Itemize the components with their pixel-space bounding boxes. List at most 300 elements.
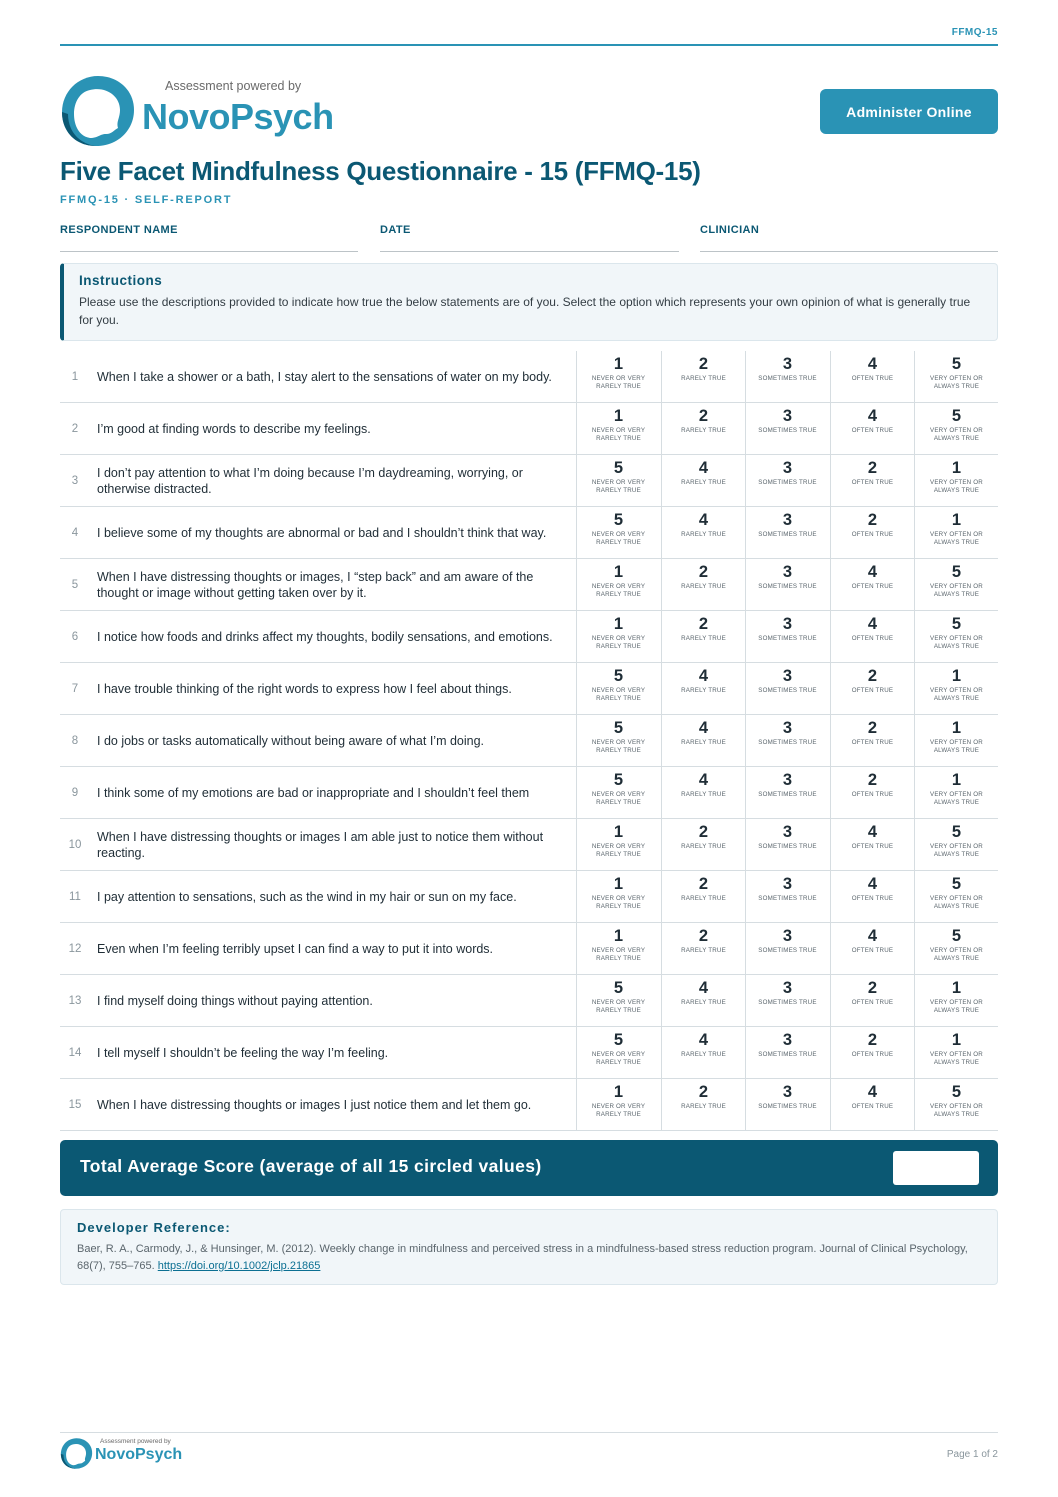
item-number: 8 [71,734,79,747]
option-value: 1 [951,771,962,789]
response-option[interactable] [830,715,914,766]
option-value: 3 [782,875,793,893]
footer-logo [60,1437,190,1471]
option-value: 5 [951,563,962,581]
option-value: 2 [698,407,709,425]
item-statement: I don’t pay attention to what I’m doing because I’m daydreaming, worrying, or otherwise distracted. [97,465,523,496]
item-row [60,819,998,871]
response-option[interactable] [576,663,660,714]
option-value: 2 [698,563,709,581]
option-value: 2 [867,719,878,737]
item-statement: When I have distressing thoughts or images I just notice them and let them go. [97,1097,532,1112]
total-score-label: Total Average Score (average of all 15 circled values) [80,1156,542,1176]
item-statement: When I have distressing thoughts or images, I “step back” and am aware of the thought or image without getting taken over by it. [97,569,534,600]
option-value: 5 [951,823,962,841]
item-number: 10 [68,838,82,851]
option-label: VERY OFTEN OR ALWAYS TRUE [930,479,983,494]
option-label: OFTEN TRUE [851,687,894,694]
option-label: NEVER OR VERY RARELY TRUE [591,947,646,962]
option-value: 4 [698,979,709,997]
item-row [60,767,998,819]
item-statement: I notice how foods and drinks affect my thoughts, bodily sensations, and emotions. [97,629,553,644]
response-option[interactable] [576,1079,660,1130]
response-option[interactable] [914,923,998,974]
option-value: 2 [867,667,878,685]
response-option[interactable] [914,663,998,714]
item-statement: I find myself doing things without paying attention. [97,993,373,1008]
clinician-label: CLINICIAN [700,224,760,236]
option-label: SOMETIMES TRUE [758,843,817,850]
option-label: RARELY TRUE [681,583,726,590]
option-label: SOMETIMES TRUE [758,531,817,538]
option-label: SOMETIMES TRUE [758,687,817,694]
item-statement: When I take a shower or a bath, I stay alert to the sensations of water on my body. [97,369,552,384]
option-label: SOMETIMES TRUE [758,791,817,798]
item-row [60,455,998,507]
response-option[interactable] [914,871,998,922]
administer-online-button[interactable]: Administer Online [820,89,998,134]
option-value: 3 [782,771,793,789]
option-value: 2 [698,615,709,633]
option-label: NEVER OR VERY RARELY TRUE [591,1103,646,1118]
option-label: SOMETIMES TRUE [758,375,817,382]
response-option[interactable] [576,611,660,662]
item-number: 2 [71,422,79,435]
response-option[interactable] [576,507,660,558]
option-label: VERY OFTEN OR ALWAYS TRUE [930,375,983,390]
response-option[interactable] [576,975,660,1026]
option-value: 1 [613,1083,624,1101]
developer-reference-heading: Developer Reference: [77,1220,231,1235]
clinician-field[interactable] [700,220,998,252]
logo-tagline: Assessment powered by [165,79,302,93]
option-value: 1 [951,511,962,529]
option-value: 5 [951,407,962,425]
head-silhouette-icon [60,1437,93,1470]
item-statement: I pay attention to sensations, such as the wind in my hair or sun on my face. [97,889,517,904]
option-value: 5 [613,459,624,477]
option-label: NEVER OR VERY RARELY TRUE [591,1051,646,1066]
option-label: OFTEN TRUE [851,583,894,590]
item-number: 7 [71,682,79,695]
response-option[interactable] [914,559,998,610]
option-value: 2 [698,355,709,373]
option-label: SOMETIMES TRUE [758,739,817,746]
response-option[interactable] [830,403,914,454]
item-row [60,1079,998,1131]
option-label: RARELY TRUE [681,1051,726,1058]
option-label: NEVER OR VERY RARELY TRUE [591,739,646,754]
option-label: RARELY TRUE [681,375,726,382]
item-row [60,507,998,559]
item-row [60,663,998,715]
response-option[interactable] [576,559,660,610]
option-value: 3 [782,615,793,633]
option-label: SOMETIMES TRUE [758,427,817,434]
response-option[interactable] [745,819,829,870]
item-row [60,559,998,611]
page-number: Page 1 of 2 [946,1449,998,1460]
option-label: RARELY TRUE [681,427,726,434]
option-label: NEVER OR VERY RARELY TRUE [591,687,646,702]
response-option[interactable] [745,611,829,662]
head-silhouette-icon [60,74,136,148]
footer-logo-brand: NovoPsych [95,1446,183,1463]
response-option[interactable] [745,1079,829,1130]
date-field[interactable] [380,220,679,252]
response-option[interactable] [661,663,745,714]
option-value: 4 [867,927,878,945]
item-number: 6 [71,630,79,643]
respondent-name-field[interactable] [60,220,358,252]
option-label: NEVER OR VERY RARELY TRUE [591,531,646,546]
response-option[interactable] [661,559,745,610]
option-value: 3 [782,823,793,841]
response-option[interactable] [661,975,745,1026]
item-row [60,975,998,1027]
option-label: VERY OFTEN OR ALWAYS TRUE [930,843,983,858]
option-value: 3 [782,459,793,477]
response-option[interactable] [745,455,829,506]
novopsych-logo [60,74,350,150]
option-value: 1 [951,1031,962,1049]
item-number: 13 [68,994,82,1007]
item-number: 12 [68,942,82,955]
option-label: SOMETIMES TRUE [758,479,817,486]
item-statement: I’m good at finding words to describe my feelings. [97,421,371,436]
response-option[interactable] [914,507,998,558]
option-value: 1 [613,355,624,373]
option-label: NEVER OR VERY RARELY TRUE [591,583,646,598]
logo-brand: NovoPsych [142,96,334,137]
response-option[interactable] [661,923,745,974]
item-number: 4 [71,526,79,539]
response-option[interactable] [576,819,660,870]
option-value: 2 [867,511,878,529]
response-option[interactable] [830,611,914,662]
instructions-heading: Instructions [79,273,163,288]
item-row [60,611,998,663]
option-label: OFTEN TRUE [851,843,894,850]
option-value: 4 [698,667,709,685]
option-label: SOMETIMES TRUE [758,635,817,642]
response-option[interactable] [914,819,998,870]
item-statement: When I have distressing thoughts or images I am able just to notice them without reacting. [97,829,544,860]
option-value: 4 [698,771,709,789]
option-label: RARELY TRUE [681,791,726,798]
doi-link[interactable]: https://doi.org/10.1002/jclp.21865 [157,1260,321,1272]
response-option[interactable] [830,507,914,558]
option-value: 5 [951,615,962,633]
option-value: 5 [951,1083,962,1101]
response-option[interactable] [661,455,745,506]
response-option[interactable] [745,767,829,818]
response-option[interactable] [830,923,914,974]
option-label: RARELY TRUE [681,895,726,902]
total-score-input[interactable] [893,1151,979,1185]
response-option[interactable] [830,1027,914,1078]
option-label: OFTEN TRUE [851,1051,894,1058]
option-label: VERY OFTEN OR ALWAYS TRUE [930,999,983,1014]
option-value: 3 [782,1083,793,1101]
item-row [60,923,998,975]
option-value: 1 [951,667,962,685]
option-label: VERY OFTEN OR ALWAYS TRUE [930,947,983,962]
response-option[interactable] [661,1027,745,1078]
option-value: 2 [698,875,709,893]
option-label: OFTEN TRUE [851,427,894,434]
option-value: 2 [867,1031,878,1049]
option-label: OFTEN TRUE [851,791,894,798]
option-value: 1 [951,719,962,737]
response-option[interactable] [914,1027,998,1078]
citation-text: Baer, R. A., Carmody, J., & Hunsinger, M. (2012). Weekly change in mindfulness and perceived stress in a mindfulness-based stress reduction program. Journal of Clinical Psychology, 68(7), 755–765. [77,1243,968,1272]
option-value: 5 [951,355,962,373]
item-row [60,403,998,455]
item-number: 14 [68,1046,82,1059]
option-label: OFTEN TRUE [851,1103,894,1110]
response-option[interactable] [576,715,660,766]
option-value: 3 [782,927,793,945]
response-option[interactable] [661,1079,745,1130]
option-value: 3 [782,1031,793,1049]
option-value: 2 [698,927,709,945]
developer-reference-panel [60,1209,998,1285]
response-option[interactable] [661,819,745,870]
response-option[interactable] [914,351,998,402]
response-option[interactable] [745,715,829,766]
response-option[interactable] [745,559,829,610]
top-divider [60,44,998,46]
option-value: 1 [613,875,624,893]
footer-divider [60,1432,998,1433]
response-option[interactable] [745,507,829,558]
total-score-bar [60,1140,998,1196]
response-option[interactable] [830,871,914,922]
option-value: 4 [698,459,709,477]
option-label: VERY OFTEN OR ALWAYS TRUE [930,531,983,546]
option-value: 5 [951,927,962,945]
item-row [60,351,998,403]
item-row [60,1027,998,1079]
response-option[interactable] [830,455,914,506]
option-value: 3 [782,667,793,685]
response-option[interactable] [830,975,914,1026]
option-label: RARELY TRUE [681,843,726,850]
item-number: 3 [71,474,79,487]
response-option[interactable] [914,715,998,766]
response-option[interactable] [914,1079,998,1130]
response-option[interactable] [745,403,829,454]
option-value: 4 [698,511,709,529]
item-number: 9 [71,786,79,799]
response-option[interactable] [661,715,745,766]
developer-reference-text [77,1241,981,1275]
response-option[interactable] [914,611,998,662]
option-label: RARELY TRUE [681,635,726,642]
option-value: 2 [698,1083,709,1101]
option-value: 1 [613,823,624,841]
response-option[interactable] [661,403,745,454]
response-option[interactable] [830,1079,914,1130]
option-value: 3 [782,355,793,373]
response-option[interactable] [914,975,998,1026]
form-code: FFMQ-15 [951,27,998,38]
response-option[interactable] [745,975,829,1026]
option-value: 4 [867,615,878,633]
option-value: 4 [698,1031,709,1049]
option-label: VERY OFTEN OR ALWAYS TRUE [930,635,983,650]
option-label: SOMETIMES TRUE [758,1103,817,1110]
option-value: 1 [951,459,962,477]
option-label: NEVER OR VERY RARELY TRUE [591,895,646,910]
option-label: VERY OFTEN OR ALWAYS TRUE [930,739,983,754]
option-value: 4 [867,1083,878,1101]
response-option[interactable] [914,767,998,818]
option-label: VERY OFTEN OR ALWAYS TRUE [930,427,983,442]
instructions-text: Please use the descriptions provided to indicate how true the below statements are of you. Select the option which represents your own opinion of what is generally true for you. [79,295,971,327]
option-value: 2 [867,771,878,789]
option-value: 1 [613,927,624,945]
option-label: OFTEN TRUE [851,739,894,746]
option-label: NEVER OR VERY RARELY TRUE [591,427,646,442]
response-option[interactable] [576,351,660,402]
option-label: SOMETIMES TRUE [758,999,817,1006]
option-value: 5 [951,875,962,893]
option-label: VERY OFTEN OR ALWAYS TRUE [930,895,983,910]
option-value: 3 [782,979,793,997]
option-label: RARELY TRUE [681,999,726,1006]
option-label: VERY OFTEN OR ALWAYS TRUE [930,791,983,806]
item-number: 15 [68,1098,82,1111]
response-option[interactable] [830,559,914,610]
option-value: 2 [867,979,878,997]
respondent-name-label: RESPONDENT NAME [60,224,178,236]
item-statement: I do jobs or tasks automatically without being aware of what I’m doing. [97,733,485,748]
response-option[interactable] [830,351,914,402]
option-label: OFTEN TRUE [851,895,894,902]
option-label: OFTEN TRUE [851,635,894,642]
option-value: 5 [613,719,624,737]
option-label: RARELY TRUE [681,1103,726,1110]
option-value: 1 [951,979,962,997]
item-row [60,871,998,923]
option-value: 1 [613,407,624,425]
response-option[interactable] [576,923,660,974]
option-label: RARELY TRUE [681,479,726,486]
option-value: 2 [867,459,878,477]
option-label: OFTEN TRUE [851,375,894,382]
option-label: RARELY TRUE [681,531,726,538]
option-label: SOMETIMES TRUE [758,583,817,590]
response-option[interactable] [830,663,914,714]
option-value: 4 [867,875,878,893]
response-option[interactable] [830,819,914,870]
response-option[interactable] [745,923,829,974]
option-label: NEVER OR VERY RARELY TRUE [591,375,646,390]
option-value: 3 [782,563,793,581]
date-label: DATE [380,224,411,236]
option-value: 4 [867,355,878,373]
option-value: 4 [867,563,878,581]
option-value: 3 [782,511,793,529]
response-option[interactable] [745,871,829,922]
response-option[interactable] [914,403,998,454]
option-value: 3 [782,407,793,425]
response-option[interactable] [576,455,660,506]
response-option[interactable] [914,455,998,506]
option-value: 5 [613,771,624,789]
footer-logo-tagline: Assessment powered by [100,1438,171,1445]
option-label: RARELY TRUE [681,739,726,746]
option-value: 4 [698,719,709,737]
response-option[interactable] [576,767,660,818]
option-label: SOMETIMES TRUE [758,947,817,954]
option-label: SOMETIMES TRUE [758,895,817,902]
response-option[interactable] [661,611,745,662]
page-subtitle: FFMQ-15 · SELF-REPORT [60,194,233,206]
option-value: 5 [613,1031,624,1049]
response-option[interactable] [576,403,660,454]
item-statement: Even when I’m feeling terribly upset I can find a way to put it into words. [97,941,494,956]
option-value: 4 [867,823,878,841]
response-option[interactable] [576,871,660,922]
option-value: 5 [613,979,624,997]
option-value: 1 [613,615,624,633]
item-statement: I believe some of my thoughts are abnormal or bad and I shouldn’t think that way. [97,525,547,540]
response-option[interactable] [830,767,914,818]
option-label: OFTEN TRUE [851,531,894,538]
option-value: 4 [867,407,878,425]
response-option[interactable] [745,1027,829,1078]
option-label: SOMETIMES TRUE [758,1051,817,1058]
option-label: VERY OFTEN OR ALWAYS TRUE [930,1051,983,1066]
response-option[interactable] [661,507,745,558]
instructions-panel [60,263,998,341]
item-statement: I tell myself I shouldn’t be feeling the way I’m feeling. [97,1045,389,1060]
option-label: VERY OFTEN OR ALWAYS TRUE [930,1103,983,1118]
item-number: 1 [71,370,79,383]
option-label: OFTEN TRUE [851,947,894,954]
response-option[interactable] [745,663,829,714]
option-value: 1 [613,563,624,581]
response-option[interactable] [661,871,745,922]
response-option[interactable] [661,767,745,818]
item-statement: I think some of my emotions are bad or inappropriate and I shouldn’t feel them [97,785,530,800]
option-label: NEVER OR VERY RARELY TRUE [591,635,646,650]
option-value: 5 [613,667,624,685]
option-label: RARELY TRUE [681,947,726,954]
option-label: NEVER OR VERY RARELY TRUE [591,999,646,1014]
option-value: 5 [613,511,624,529]
page-title: Five Facet Mindfulness Questionnaire - 15 (FFMQ-15) [60,156,701,186]
questionnaire-items [60,351,998,1131]
option-value: 2 [698,823,709,841]
option-label: OFTEN TRUE [851,479,894,486]
option-label: NEVER OR VERY RARELY TRUE [591,791,646,806]
response-option[interactable] [745,351,829,402]
item-number: 5 [71,578,79,591]
option-label: VERY OFTEN OR ALWAYS TRUE [930,583,983,598]
item-row [60,715,998,767]
response-option[interactable] [576,1027,660,1078]
response-option[interactable] [661,351,745,402]
item-statement: I have trouble thinking of the right words to express how I feel about things. [97,681,512,696]
option-label: VERY OFTEN OR ALWAYS TRUE [930,687,983,702]
option-value: 3 [782,719,793,737]
option-label: OFTEN TRUE [851,999,894,1006]
option-label: NEVER OR VERY RARELY TRUE [591,479,646,494]
